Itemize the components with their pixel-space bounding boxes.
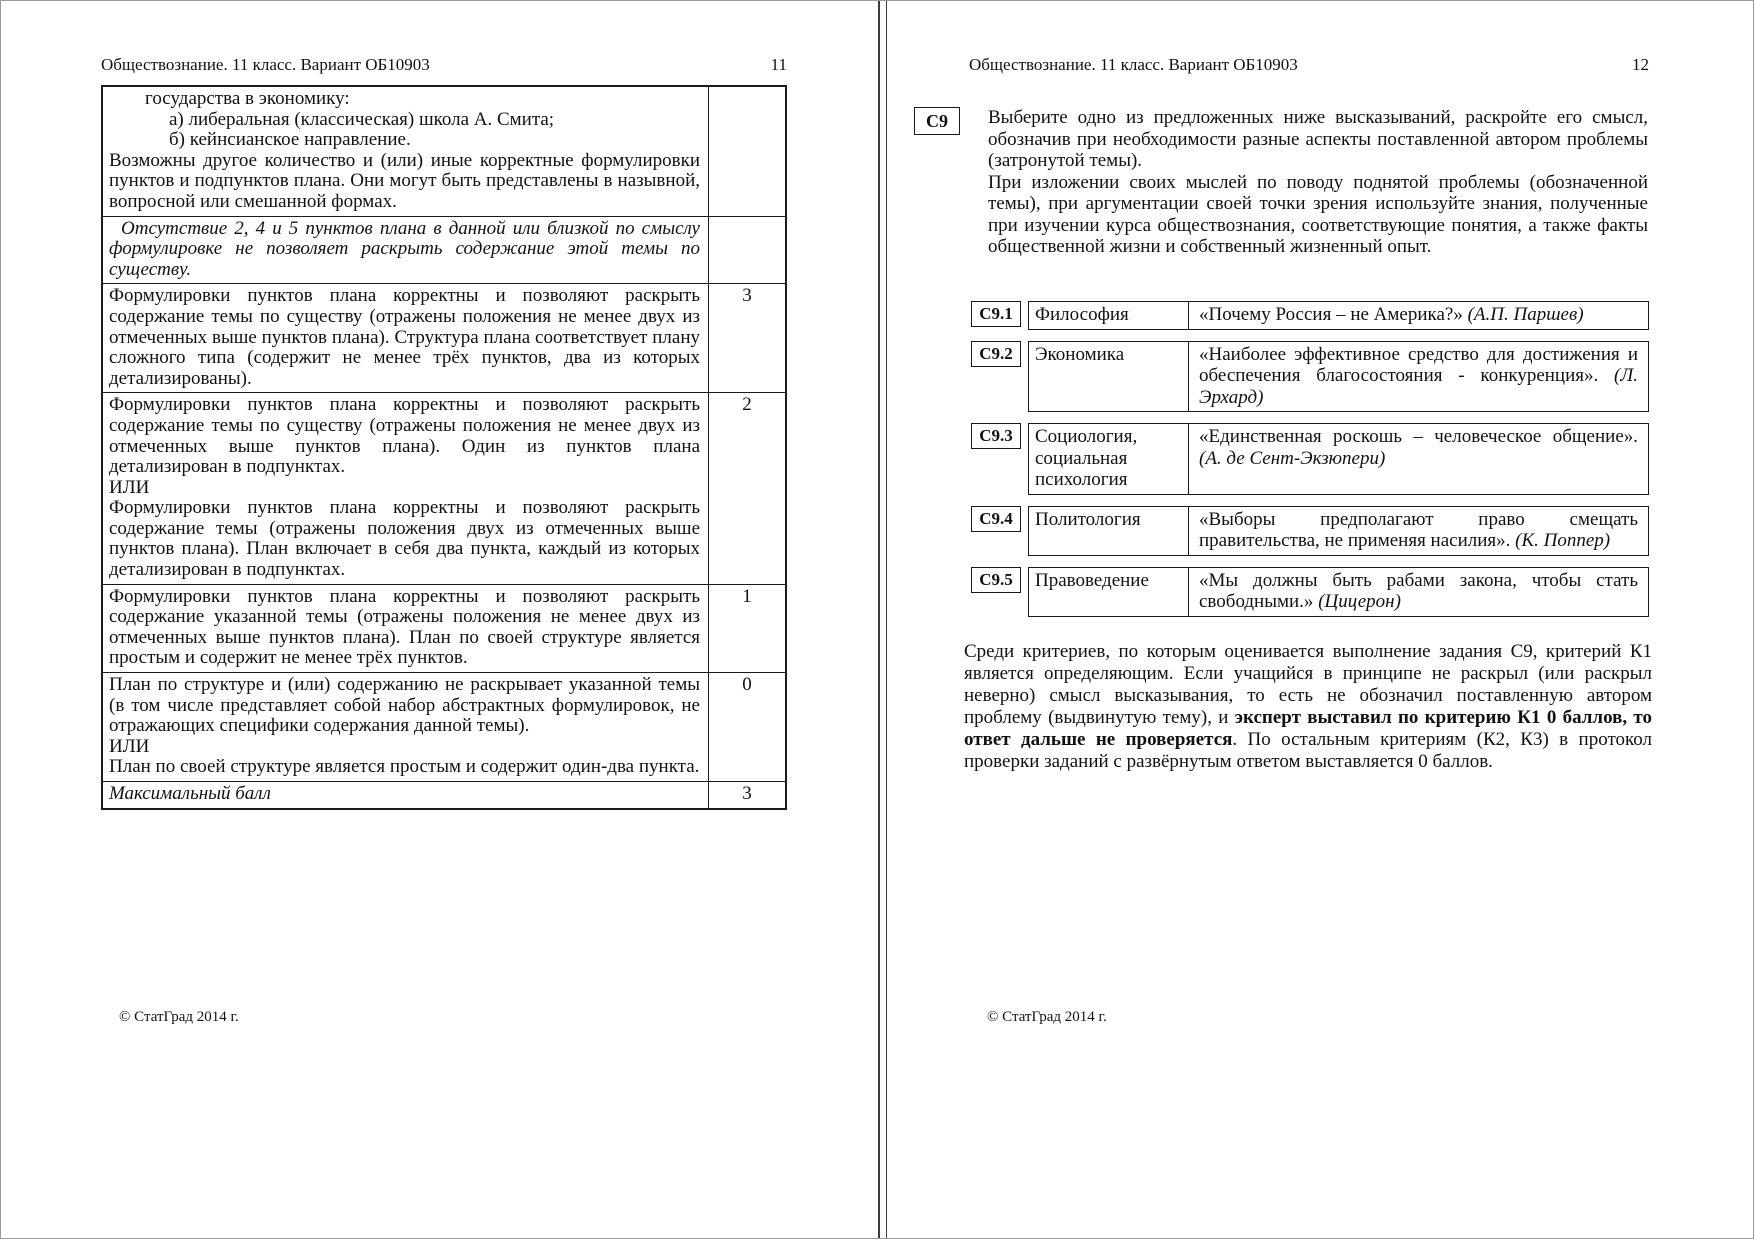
- options-list: [971, 301, 1649, 628]
- option-quote-cell: [1189, 424, 1648, 494]
- criteria-row: [102, 673, 786, 782]
- task-c9-paragraph: При изложении своих мыслей по поводу поднятой проблемы (обозначенной темы), при аргументации своей точки зрения используйте знания, полученные при изучении курса обществознания, соответствующие понятия, а также факты общественной жизни и собственный жизненный опыт.: [988, 171, 1648, 257]
- option-topic-cell: Политология: [1029, 507, 1189, 555]
- page-12: [887, 1, 1753, 1238]
- criteria-text-cell: [102, 673, 709, 782]
- page-12-header: [969, 55, 1649, 75]
- option-row: [971, 341, 1649, 413]
- page-divider: [878, 1, 887, 1238]
- option-table: [1028, 506, 1649, 556]
- criteria-score-cell: [709, 86, 787, 216]
- page-12-footer: © СтатГрад 2014 г.: [987, 1009, 1107, 1025]
- option-quote-author: (Цицерон): [1318, 591, 1401, 612]
- grading-note-text: Среди критериев, по которым оценивается выполнение задания С9, критерий К1 является определяющим. Если учащийся в принципе не раскрыл (или раскрыл неверно) смысл высказывания, то есть не обозначил поставленную автором проблему (выдвинутую тему), и: [964, 641, 1652, 728]
- criteria-text-cell: [102, 584, 709, 672]
- option-quote-author: (К. Поппер): [1515, 530, 1611, 551]
- page-11-number: 11: [770, 55, 787, 74]
- criteria-paragraph: Формулировки пунктов плана корректны и позволяют раскрыть содержание темы по существу (отражены положения не менее двух из отмеченных выше пунктов плана). Один из пунктов плана детализирован в подпунктах.: [109, 394, 700, 478]
- criteria-paragraph: Возможны другое количество и (или) иные корректные формулировки пунктов и подпунктов плана. Они могут быть представлены в назывной, вопросной или смешанной формах.: [109, 149, 700, 212]
- criteria-row: [102, 86, 786, 216]
- criteria-paragraph: б) кейнсианское направление.: [169, 129, 411, 151]
- option-quote-author: (А. де Сент-Экзюпери): [1199, 447, 1386, 469]
- criteria-paragraph: Формулировки пунктов плана корректны и позволяют раскрыть содержание темы (отражены положения двух из отмеченных выше пунктов плана). План включает в себя два пункта, каждый из которых детализирован в подпунктах.: [109, 497, 700, 581]
- option-table: [1028, 567, 1649, 617]
- option-row: [971, 506, 1649, 556]
- criteria-paragraph: План по структуре и (или) содержанию не раскрывает указанной темы (в том числе представляет собой набор абстрактных формулировок, не отражающих специфики содержания данной темы).: [109, 674, 700, 737]
- grading-note: [964, 641, 1652, 773]
- option-topic-cell: Правоведение: [1029, 568, 1189, 616]
- criteria-score-cell: 3: [709, 284, 787, 393]
- option-table: [1028, 423, 1649, 495]
- option-quote-cell: [1189, 342, 1648, 412]
- option-topic-cell: Философия: [1029, 302, 1189, 329]
- criteria-table-max: [102, 782, 786, 809]
- criteria-row: [102, 584, 786, 672]
- option-quote-cell: [1189, 568, 1648, 616]
- option-quote-author: (А.П. Паршев): [1467, 304, 1584, 325]
- page-11: [1, 1, 878, 1238]
- option-row: [971, 567, 1649, 617]
- page-11-footer: © СтатГрад 2014 г.: [119, 1009, 239, 1025]
- max-score-label: Максимальный балл: [102, 782, 709, 809]
- grading-note-bold: эксперт выставил по критерию К1 0 баллов, то ответ дальше не проверяется: [964, 707, 1653, 750]
- criteria-paragraph: План по своей структуре является простым и содержит один-два пункта.: [109, 756, 700, 778]
- criteria-row: [102, 393, 786, 584]
- criteria-text-cell: [102, 284, 709, 393]
- option-quote-text: «Мы должны быть рабами закона, чтобы стать свободными.»: [1199, 569, 1638, 612]
- option-id-box: С9.2: [971, 341, 1021, 367]
- option-table: [1028, 341, 1649, 413]
- criteria-paragraph: Отсутствие 2, 4 и 5 пунктов плана в данной или близкой по смыслу формулировке не позволяет раскрыть содержание этой темы по существу.: [109, 217, 700, 280]
- criteria-paragraph: Формулировки пунктов плана корректны и позволяют раскрыть содержание темы по существу (отражены положения не менее двух из отмеченных выше пунктов плана). Структура плана соответствует плану сложного типа (содержит не менее трёх пунктов, два из которых детализированы).: [109, 285, 700, 389]
- criteria-score-cell: 0: [709, 673, 787, 782]
- criteria-paragraph: а) либеральная (классическая) школа А. Смита;: [169, 108, 555, 130]
- criteria-score-cell: 1: [709, 584, 787, 672]
- option-topic-cell: Социология, социальная психология: [1029, 424, 1189, 494]
- option-id-box: С9.4: [971, 506, 1021, 532]
- criteria-score-cell: 2: [709, 393, 787, 584]
- max-score-row: [102, 782, 786, 809]
- option-row: [971, 301, 1649, 330]
- criteria-paragraph: Формулировки пунктов плана корректны и позволяют раскрыть содержание указанной темы (отражены положения не менее двух из отмеченных выше пунктов плана). План по своей структуре является простым и содержит не менее трёх пунктов.: [109, 585, 700, 669]
- page-12-number: 12: [1632, 55, 1649, 74]
- option-id-box: С9.5: [971, 567, 1021, 593]
- page-12-header-title: Обществознание. 11 класс. Вариант ОБ10903: [969, 55, 1298, 74]
- option-quote-text: «Почему Россия – не Америка?»: [1199, 304, 1468, 325]
- criteria-score-cell: [709, 216, 787, 284]
- criteria-row: [102, 284, 786, 393]
- task-c9: [914, 107, 1650, 258]
- task-c9-label: С9: [914, 107, 960, 135]
- option-quote-text: «Выборы предполагают право смещать правительства, не применяя насилия».: [1199, 508, 1638, 551]
- page-11-header: [101, 55, 787, 75]
- option-quote-cell: [1189, 507, 1648, 555]
- option-id-box: С9.3: [971, 423, 1021, 449]
- option-quote-text: «Единственная роскошь – человеческое общение».: [1199, 426, 1638, 447]
- criteria-text-cell: [102, 86, 709, 216]
- option-quote-cell: [1189, 302, 1648, 329]
- criteria-table-body: [102, 86, 786, 782]
- criteria-text-cell: [102, 393, 709, 584]
- option-quote-text: «Наиболее эффективное средство для достижения и обеспечения благосостояния - конкуренция».: [1199, 343, 1638, 386]
- option-topic-cell: Экономика: [1029, 342, 1189, 412]
- option-row: [971, 423, 1649, 495]
- option-table: [1028, 301, 1649, 330]
- criteria-paragraph: государства в экономику:: [145, 88, 350, 109]
- criteria-table: [101, 85, 787, 810]
- criteria-paragraph: ИЛИ: [109, 476, 150, 498]
- task-c9-paragraph: Выберите одно из предложенных ниже высказываний, раскройте его смысл, обозначив при необходимости разные аспекты поставленной автором проблемы (затронутой темы).: [988, 107, 1648, 171]
- grading-note-text: . По остальным критериям (К2, К3) в протокол проверки заданий с развёрнутым ответом выставляется 0 баллов.: [964, 729, 1652, 772]
- criteria-paragraph: ИЛИ: [109, 735, 150, 757]
- option-id-box: С9.1: [971, 301, 1021, 327]
- option-quote-author: (Л. Эрхард): [1199, 365, 1638, 408]
- criteria-row: [102, 216, 786, 284]
- page-11-header-title: Обществознание. 11 класс. Вариант ОБ10903: [101, 55, 430, 74]
- max-score-value: 3: [709, 782, 787, 809]
- task-c9-text: [988, 107, 1648, 258]
- criteria-text-cell: [102, 216, 709, 284]
